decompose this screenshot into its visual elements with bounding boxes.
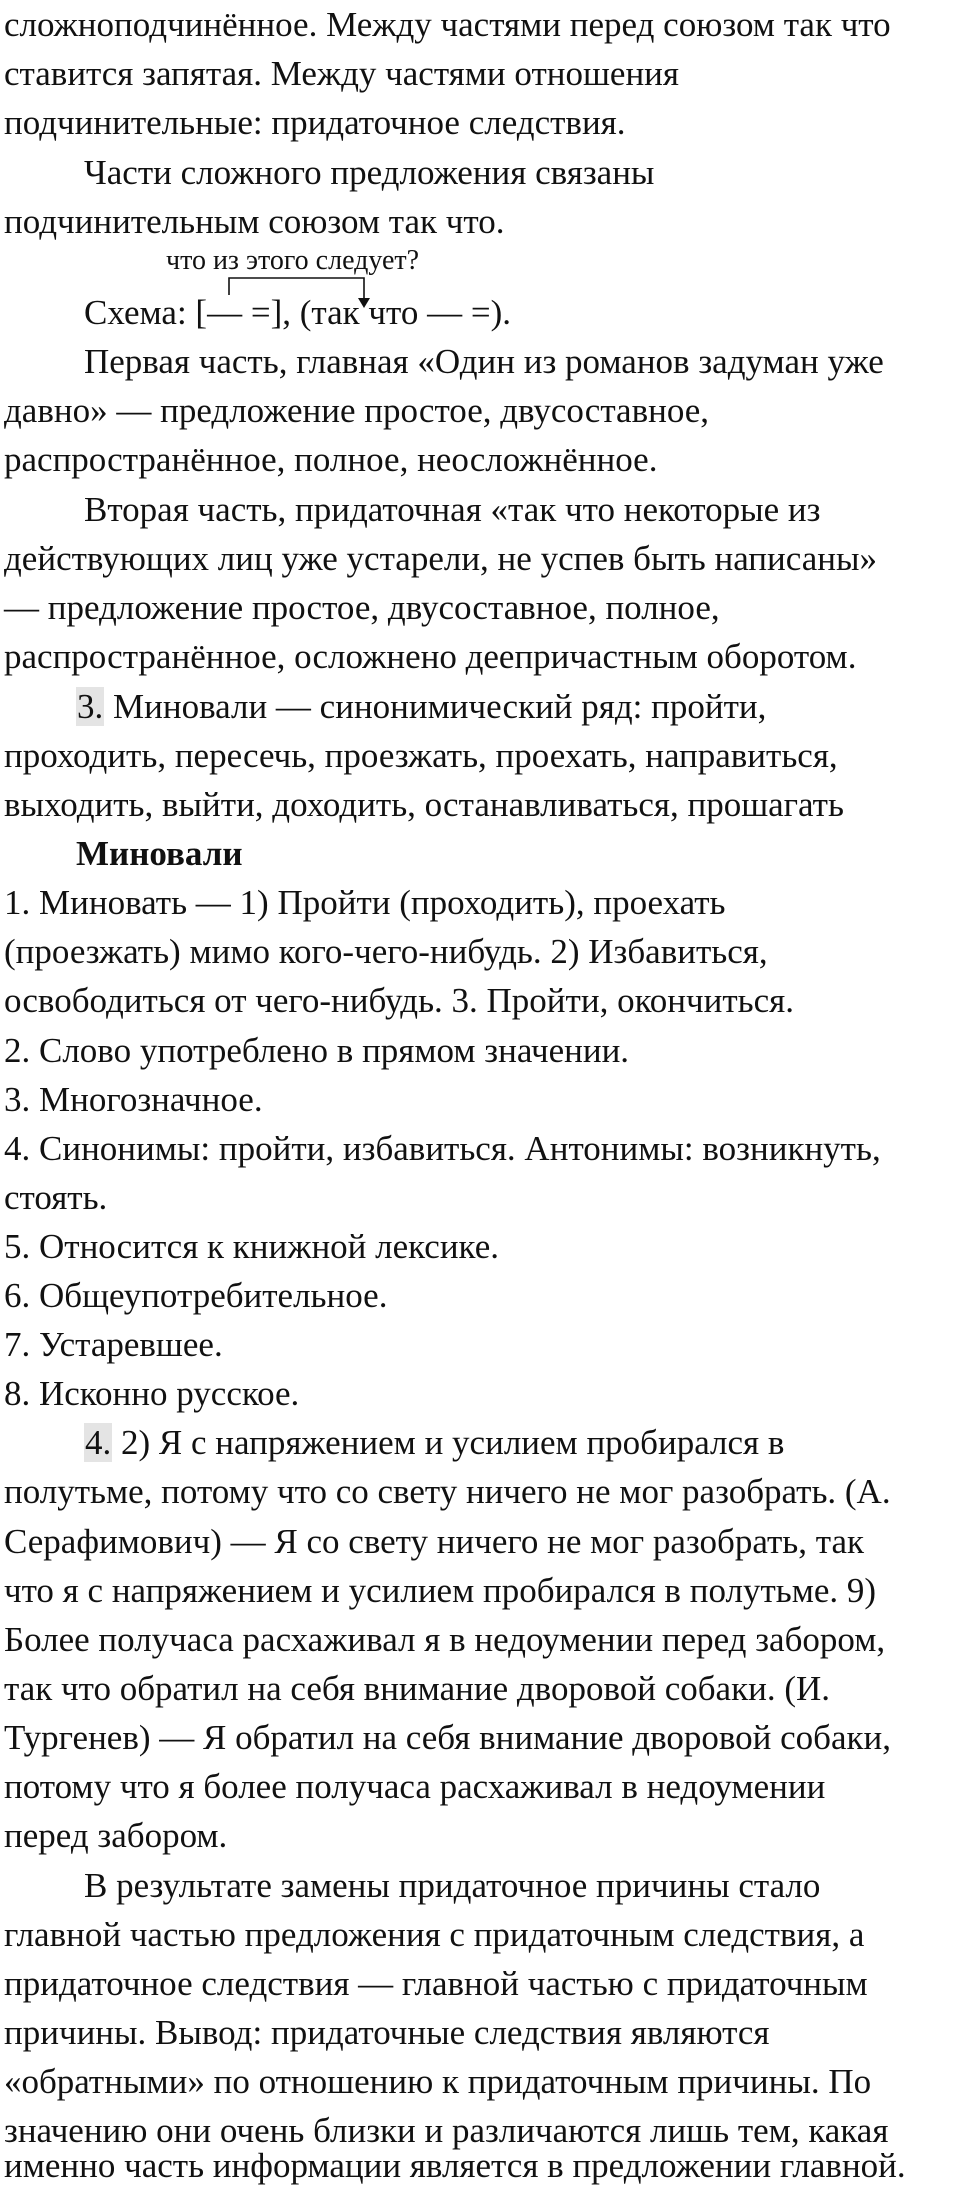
task3-item: (проезжать) мимо кого-чего-нибудь. 2) Избавиться,	[4, 932, 768, 971]
task3-item: освободиться от чего-нибудь. 3. Пройти, окончиться.	[4, 981, 794, 1020]
task4-first-line	[84, 1418, 784, 1467]
task3-text: Миновали — синонимический ряд: пройти,	[104, 687, 767, 726]
scheme-question: что из этого следует?	[166, 245, 420, 276]
task3-heading: Миновали	[76, 834, 243, 873]
task3-item: 3. Многозначное.	[4, 1080, 263, 1119]
task3-line: выходить, выйти, доходить, останавливаться, прошагать	[4, 785, 844, 824]
task3-item: 7. Устаревшее.	[4, 1325, 223, 1364]
task3-item: стоять.	[4, 1178, 108, 1217]
conclusion-line: придаточное следствия — главной частью с придаточным	[4, 1964, 868, 2003]
task4-line: Более получаса расхаживал я в недоумении перед забором,	[4, 1620, 886, 1659]
task4-line: Тургенев) — Я обратил на себя внимание дворовой собаки,	[4, 1718, 891, 1757]
part1-line: давно» — предложение простое, двусоставное,	[4, 391, 710, 430]
task3-item: 2. Слово употреблено в прямом значении.	[4, 1031, 630, 1070]
scheme-conjunction: что — =).	[368, 293, 511, 332]
task3-item: 6. Общеупотребительное.	[4, 1276, 388, 1315]
task4-line: Серафимович) — Я со свету ничего не мог разобрать, так	[4, 1522, 864, 1561]
conclusion-line: «обратными» по отношению к придаточным причины. По	[4, 2062, 872, 2101]
part1-line: Первая часть, главная «Один из романов задуман уже	[84, 342, 884, 381]
task3-item: 1. Миновать — 1) Пройти (проходить), проехать	[4, 883, 726, 922]
conclusion-line: значению они очень близки и различаются лишь тем, какая	[4, 2111, 889, 2150]
task3-item: 5. Относится к книжной лексике.	[4, 1227, 499, 1266]
part2-line: Вторая часть, придаточная «так что некоторые из	[84, 490, 821, 529]
part2-line: — предложение простое, двусоставное, полное,	[4, 588, 720, 627]
task3-item: 4. Синонимы: пройти, избавиться. Антонимы: возникнуть,	[4, 1129, 881, 1168]
scheme-main-end: =], (так	[250, 293, 360, 332]
conclusion-line: главной частью предложения с придаточным следствия, а	[4, 1915, 865, 1954]
scheme-dash: —	[207, 293, 243, 332]
task4-text: 2) Я с напряжением и усилием пробирался в	[112, 1423, 785, 1462]
task4-number: 4.	[85, 1423, 112, 1462]
conclusion-line: именно часть информации является в предложении главной.	[4, 2146, 906, 2185]
part2-line: распространённое, осложнено деепричастным оборотом.	[4, 637, 857, 676]
task3-first-line	[76, 682, 766, 731]
part2-line: действующих лиц уже устарели, не успев быть написаны»	[4, 539, 877, 578]
conclusion-line: В результате замены придаточное причины стало	[84, 1866, 821, 1905]
links-line: Части сложного предложения связаны	[84, 153, 655, 192]
task3-item: 8. Исконно русское.	[4, 1374, 300, 1413]
scheme-label: Схема: [	[84, 293, 208, 332]
intro-line: сложноподчинённое. Между частями перед союзом так что	[4, 5, 891, 44]
task4-line: потому что я более получаса расхаживал в недоумении	[4, 1767, 826, 1806]
intro-line: ставится запятая. Между частями отношения	[4, 54, 680, 93]
task4-line: перед забором.	[4, 1816, 228, 1855]
task3-line: проходить, пересечь, проезжать, проехать, направиться,	[4, 736, 838, 775]
part1-line: распространённое, полное, неосложнённое.	[4, 440, 658, 479]
scheme-line	[84, 288, 511, 337]
task4-line: полутьме, потому что со свету ничего не мог разобрать. (А.	[4, 1472, 891, 1511]
task3-number: 3.	[77, 687, 104, 726]
intro-line: подчинительные: придаточное следствия.	[4, 103, 626, 142]
task4-line: так что обратил на себя внимание дворовой собаки. (И.	[4, 1669, 831, 1708]
links-line: подчинительным союзом так что.	[4, 202, 505, 241]
conclusion-line: причины. Вывод: придаточные следствия являются	[4, 2013, 770, 2052]
task4-line: что я с напряжением и усилием пробирался в полутьме. 9)	[4, 1571, 877, 1610]
